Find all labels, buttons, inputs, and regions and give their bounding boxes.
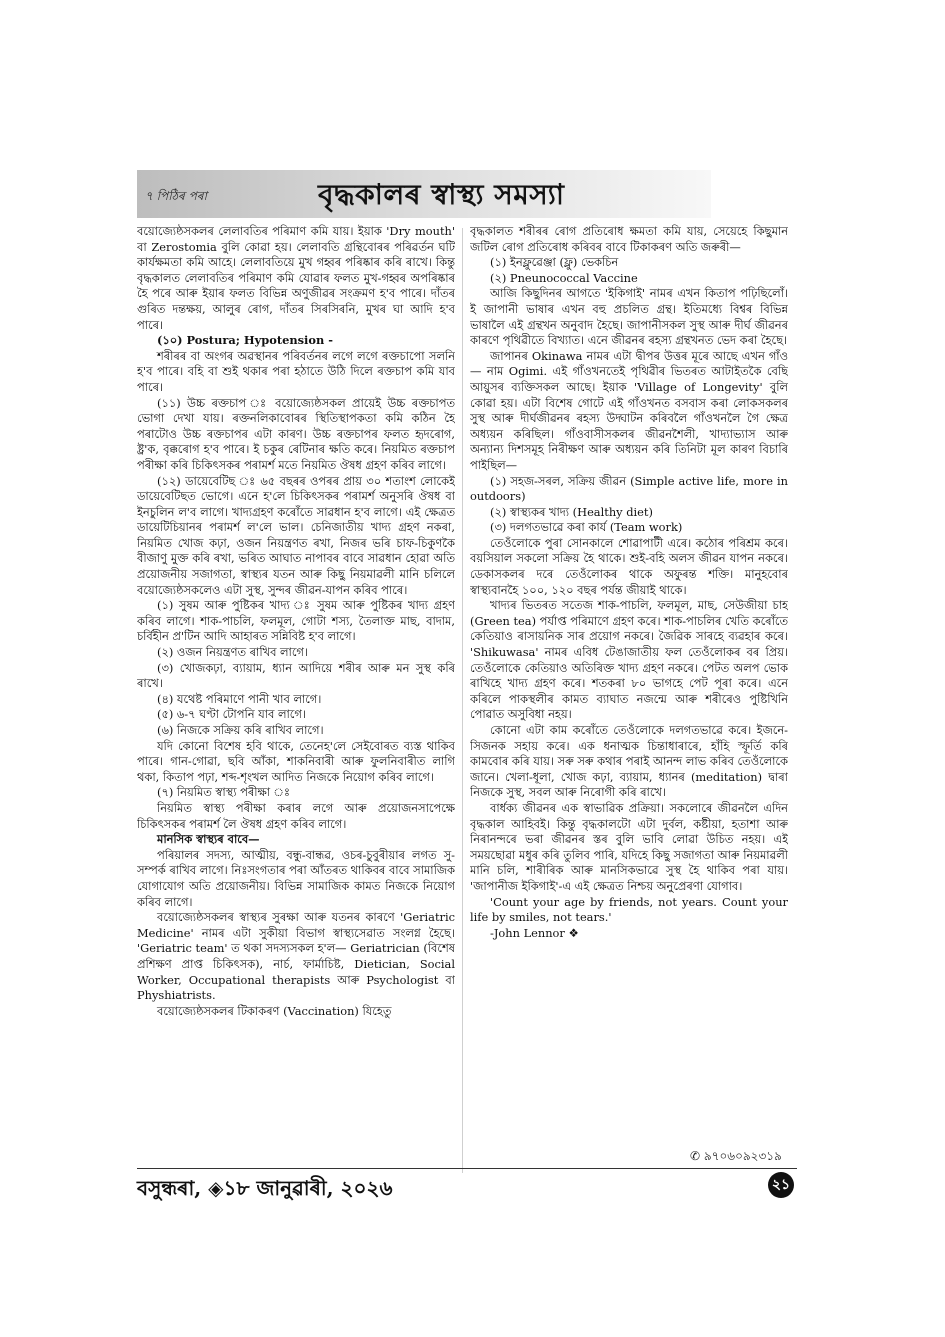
paragraph: (৫) ৬-৭ ঘণ্টা টোপনি যাব লাগে।: [157, 707, 306, 722]
paragraph: বয়োজ্যেষ্ঠসকলৰ স্বাস্থ্যৰ সুৰক্ষা আৰু যতনৰ কাৰণে 'Geriatric Medicine' নামৰ এটা সুকীয়া বিভাগ স্বাস্থ্যসেৱাত সংলগ্ন হৈছে। 'Geriatric team' ত থকা সদস্যসকল হ'ল— Geriatrician (বিশেষ প্ৰশিক্ষণ প্ৰাপ্ত চিকিৎসক), নাৰ্চ, ফাৰ্মাচিষ্ট, Dietician, Social Worker, Occupational therapists আৰু Psychologist বা Physhiatrists.: [137, 910, 455, 1003]
paragraph: (১২) ডায়েবেটিছ ঃ ৬৫ বছৰৰ ওপৰৰ প্ৰায় ৩০ শতাংশ লোকেই ডায়েবেটিছত ভোগে। এনে হ'লে চিকিৎসকৰ পৰামৰ্শ অনুসৰি ঔষধ বা ইনচুলিন ল'ব লাগে। খাদ্যগ্ৰহণ কৰোঁতে সাৱধান হ'ব লাগে। এই ক্ষেত্ৰত ডায়েটিচিয়ানৰ পৰামৰ্শ ল'লে ভাল। চেনিজাতীয় খাদ্য গ্ৰহণ নকৰা, নিয়মিত খোজ কঢ়া, ওজন নিয়ন্ত্ৰণত ৰখা, নিজৰ ভৰি চাফ-চিকুণকৈ বীজাণু মুক্ত কৰি ৰখা, ভৰিত আঘাত নাপাবৰ বাবে সাৱধান হোৱা অতি প্ৰয়োজনীয় সজাগতা, স্বাস্থ্যৰ যতন আৰু কিছু নিয়মাৱলী মানি চলিলে বয়োজ্যেষ্ঠসকলেও এটা সুস্থ, সুন্দৰ জীৱন-যাপন কৰিব পাৰে।: [137, 473, 455, 597]
paragraph: আজি কিছুদিনৰ আগতে 'ইকিগাই' নামৰ এখন কিতাপ পঢ়িছিলোঁ। ই জাপানী ভাষাৰ এখন বহু প্ৰচলিত গ্ৰন্থ। ইতিমধ্যে বিশ্বৰ বিভিন্ন ভাষালৈ এই গ্ৰন্থখন অনুবাদ হৈছে। জাপানীসকল সুস্থ আৰু দীৰ্ঘ জীৱনৰ কাৰণে পৃথিৱীতে বিখ্যাত। এনে জীৱনৰ ৰহস্য গ্ৰন্থখনত ভেদ কৰা হৈছে।: [470, 286, 788, 348]
footer-rule: [137, 1168, 797, 1169]
paragraph: বৃদ্ধকালত শৰীৰৰ ৰোগ প্ৰতিৰোধ ক্ষমতা কমি যায়, সেয়েহে কিছুমান জটিল ৰোগ প্ৰতিৰোধ কৰিবৰ বাবে টিকাকৰণ অতি জৰুৰী—: [470, 224, 788, 254]
paragraph: জাপানৰ Okinawa নামৰ এটা দ্বীপৰ উত্তৰ মূৰে আছে এখন গাঁও— নাম Ogimi. এই গাঁওখনতেই পৃথিৱীৰ ভিতৰত আটাইতকৈ বেছি আয়ুসৰ ব্যক্তিসকল আছে। ইয়াক 'Village of Longevity' বুলি কোৱা হয়। এটা বিশেষ গোটে এই গাঁওখনত বসবাস কৰা লোকসকলৰ সুস্থ আৰু দীৰ্ঘজীৱনৰ ৰহস্য উদ্ঘাটন কৰিবলৈ গাঁওখনলৈ গৈ ক্ষেত্ৰ অধ্যয়ন কৰিছিল। গাঁওবাসীসকলৰ জীৱনশৈলী, খাদ্যাভ্যাস আৰু অন্যান্য দিশসমূহ নিৰীক্ষণ আৰু অধ্যয়ন কৰি তিনিটা মূল কাৰণ বিচাৰি পাইছিল—: [470, 348, 788, 472]
page-number-badge: ২১: [768, 1172, 794, 1198]
continued-from-label: ৭ পিঠিৰ পৰা: [145, 189, 207, 203]
paragraph: বাৰ্ধক্য জীৱনৰ এক স্বাভাৱিক প্ৰক্ৰিয়া। সকলোৰে জীৱনলৈ এদিন বৃদ্ধকাল আহিবই। কিন্তু বৃদ্ধকালটো এটা দুৰ্বল, কষ্টীয়া, হতাশা আৰু নিৰানন্দৰে ভৰা জীৱনৰ স্তৰ বুলি ভাবি লোৱা উচিত নহয়। এই সময়ছোৱা মধুৰ কৰি তুলিব পাৰি, যদিহে কিছু সজাগতা আৰু নিয়মাৱলী মানি চলি, শাৰীৰিক আৰু মানসিকভাৱে সুস্থ হৈ থাকিব পৰা যায়। 'জাপানীজ ইকিগাই'-এ এই ক্ষেত্ৰত নিশ্চয় অনুপ্ৰেৰণা যোগাব।: [470, 800, 788, 893]
paragraph: যদি কোনো বিশেষ হবি থাকে, তেনেহ'লে সেইবোৰত ব্যস্ত থাকিব পাৰে। গান-গোৱা, ছবি আঁকা, শাকনিবাৰী আৰু ফুলনিবাৰীত লাগি থকা, কিতাপ পঢ়া, শব্দ-শৃংখল আদিত নিজকে নিয়োগ কৰিব লাগে।: [137, 738, 455, 784]
paragraph: (১) ইনফ্লুৱেঞ্জা (ফ্লু) ভেকচিন: [490, 255, 619, 270]
right-column: [470, 224, 788, 1174]
paragraph: (২) Pneunococcal Vaccine: [490, 270, 638, 285]
paragraph: (২) ওজন নিয়ন্ত্ৰণত ৰাখিব লাগে।: [157, 645, 308, 660]
paragraph: (১) সহজ-সৰল, সক্ৰিয় জীৱন (Simple active life, more in outdoors): [470, 473, 788, 504]
paragraph: মানসিক স্বাস্থ্যৰ বাবে—: [157, 832, 260, 847]
article-title: বৃদ্ধকালৰ স্বাস্থ্য সমস্যা: [318, 178, 565, 211]
paragraph: (২) স্বাস্থ্যকৰ খাদ্য (Healthy diet): [490, 504, 653, 519]
paragraph: কোনো এটা কাম কৰোঁতে তেওঁলোকে দলগতভাৱে কৰে। ইজনে-সিজনক সহায় কৰে। এক ধনাত্মক চিন্তাধাৰাৰে, হাঁহি স্ফূৰ্তি কৰি কামবোৰ কৰি যায়। সৰু সৰু কথাৰ পৰাই আনন্দ লাভ কৰিব তেওঁলোকে জানে। খেলা-ধূলা, খোজ কঢ়া, ব্যায়াম, ধ্যানৰ (meditation) দ্বাৰা নিজকে সুস্থ, সবল আৰু নিৰোগী কৰি ৰাখে।: [470, 723, 788, 800]
paragraph: (১০) Postura; Hypotension -: [157, 333, 333, 348]
paragraph: (১১) উচ্চ ৰক্তচাপ ঃ বয়োজ্যেষ্ঠসকল প্ৰায়েই উচ্চ ৰক্তচাপত ভোগা দেখা যায়। ৰক্তনলিকাবোৰৰ স্থিতিস্থাপকতা কমি কঠিন হৈ পৰাটোও উচ্চ ৰক্তচাপৰ এটা কাৰণ। উচ্চ ৰক্তচাপৰ ফলত হৃদৰোগ, ষ্ট্ৰ'ক, বৃক্কৰোগ হ'ব পাৰে। ই চকুৰ ৰেটিনাৰ ক্ষতি কৰে। নিয়মিত ৰক্তচাপ পৰীক্ষা কৰি চিকিৎসকৰ পৰামৰ্শ মতে নিয়মিত ঔষধ গ্ৰহণ কৰিব লাগে।: [137, 395, 455, 472]
paragraph: 'Count your age by friends, not years. Count your life by smiles, not tears.': [470, 894, 788, 925]
paragraph: (৭) নিয়মিত স্বাস্থ্য পৰীক্ষা ঃ: [157, 785, 290, 800]
paragraph: বয়োজ্যেষ্ঠসকলৰ লেলাবতিৰ পৰিমাণ কমি যায়। ইয়াক 'Dry mouth' বা Zerostomia বুলি কোৱা হয়। লেলাবতি গ্ৰন্থিবোৰৰ পৰিৱৰ্তন ঘটি কাৰ্যক্ষমতা কমি আহে। লেলাবতিয়ে মুখ গহ্বৰ পৰিষ্কাৰ কৰি ৰাখে। কিন্তু বৃদ্ধকালত লেলাবতিৰ পৰিমাণ কমি যোৱাৰ ফলত মুখ-গহ্বৰ অপৰিষ্কাৰ হৈ পৰে আৰু ইয়াৰ ফলত বিভিন্ন অণুজীৱৰ সংক্ৰমণ হ'ব পাৰে। দাঁতৰ গুৰিত দন্তক্ষয়, আলুৰ ৰোগ, দাঁতৰ সিৰসিৰনি, মুখৰ ঘা আদি হ'ব পাৰে।: [137, 224, 455, 332]
left-column: [137, 224, 455, 1174]
paragraph: (৬) নিজকে সক্ৰিয় কৰি ৰাখিব লাগে।: [157, 723, 324, 737]
column-divider: [462, 228, 463, 1173]
paragraph: বয়োজ্যেষ্ঠসকলৰ টিকাকৰণ (Vaccination) যিহেতু: [157, 1003, 392, 1018]
paragraph: খাদ্যৰ ভিতৰত সতেজ শাক-পাচলি, ফলমূল, মাছ, সেউজীয়া চাহ (Green tea) পৰ্যাপ্ত পৰিমাণে গ্ৰহণ কৰে। শাক-পাচলিৰ খেতি কৰোঁতে কেতিয়াও ৰাসায়নিক সাৰ প্ৰয়োগ নকৰে। জৈৱিক সাৰহে ব্যৱহাৰ কৰে। 'Shikuwasa' নামৰ এবিধ টেঙাজাতীয় ফল তেওঁলোকৰ বৰ প্ৰিয়। তেওঁলোকে কেতিয়াও অতিৰিক্ত খাদ্য গ্ৰহণ নকৰে। পেটত অলপ ভোক ৰাখিহে খাদ্য গ্ৰহণ কৰে। শতকৰা ৮০ ভাগহে পেট পূৰা কৰে। এনে কৰিলে পাকস্থলীৰ কামত ব্যাঘাত নজন্মে আৰু শৰীৰেও পুষ্টিখিনি পোৱাত অসুবিধা নহয়।: [470, 598, 788, 722]
paragraph: (১) সুষম আৰু পুষ্টিকৰ খাদ্য ঃ সুষম আৰু পুষ্টিকৰ খাদ্য গ্ৰহণ কৰিব লাগে। শাক-পাচলি, ফলমূল, গোটা শস্য, তৈলাক্ত মাছ, বাদাম, চৰ্বিহীন প্ৰ'টিন আদি আহাৰত সন্নিবিষ্ট হ'ব লাগে।: [137, 598, 455, 644]
paragraph: নিয়মিত স্বাস্থ্য পৰীক্ষা কৰাৰ লগে আৰু প্ৰয়োজনসাপেক্ষে চিকিৎসকৰ পৰামৰ্শ লৈ ঔষধ গ্ৰহণ কৰিব লাগে।: [137, 800, 455, 831]
paragraph: (৩) খোজকঢ়া, ব্যায়াম, ধ্যান আদিয়ে শৰীৰ আৰু মন সুস্থ কৰি ৰাখে।: [137, 660, 455, 691]
author-phone: ✆ ৯৭০৬০৯২৩১৯: [690, 1149, 782, 1163]
paragraph: (৪) যথেষ্ট পৰিমাণে পানী খাব লাগে।: [157, 691, 322, 706]
paragraph: তেওঁলোকে পুৰা সোনকালে শোৱাপাটী এৰে। কঠোৰ পৰিশ্ৰম কৰে। বয়সিয়াল সকলো সক্ৰিয় হৈ থাকে। শুই-বহি অলস জীৱন যাপন নকৰে। ডেকাসকলৰ দৰে তেওঁলোকৰ থাকে অফুৰন্ত শক্তি। মানুহবোৰ স্বাস্থ্যবানহৈ ১০০, ১২০ বছৰ পৰ্যন্ত জীয়াই থাকে।: [470, 535, 788, 597]
paragraph: (৩) দলগতভাৱে কৰা কাৰ্য (Team work): [490, 520, 683, 535]
paragraph: শৰীৰৰ বা অংগৰ অৱস্থানৰ পৰিবৰ্তনৰ লগে লগে ৰক্তচাপো সলনি হ'ব পাৰে। বহি বা শুই থকাৰ পৰা হঠাতে উঠি দিলে ৰক্তচাপ কমি যাব পাৰে।: [137, 348, 455, 394]
publication-dateline: বসুন্ধৰা, ◈১৮ জানুৱাৰী, ২০২৬: [137, 1176, 393, 1200]
paragraph: পৰিয়ালৰ সদস্য, আত্মীয়, বন্ধু-বান্ধৱ, ওচৰ-চুবুৰীয়াৰ লগত সু-সম্পৰ্ক ৰাখিব লাগে। নিঃসংগতাৰ পৰা আঁতৰত থাকিবৰ বাবে সামাজিক যোগাযোগ অতি প্ৰয়োজনীয়। বিভিন্ন সামাজিক কামত নিজকে নিয়োগ কৰিব লাগে।: [137, 847, 455, 909]
paragraph: -John Lennor ❖: [490, 925, 579, 940]
